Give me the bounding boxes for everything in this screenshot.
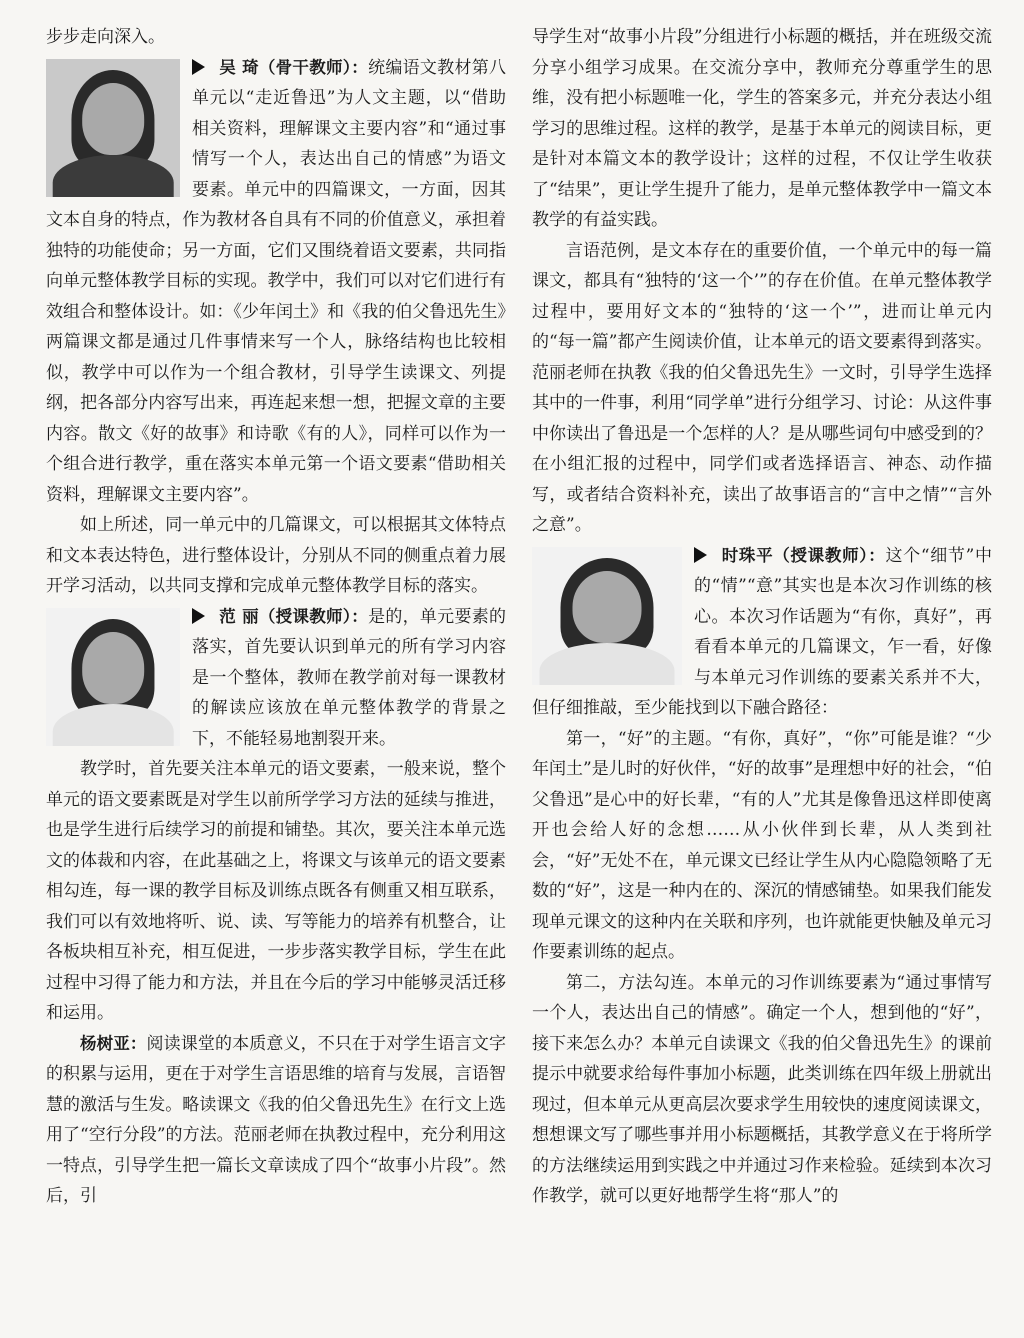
language-example-paragraph: 言语范例，是文本存在的重要价值，一个单元中的每一篇课文，都具有“独特的‘这一个’”的存在价值。在单元整体教学过程中，要用好文本的“独特的‘这一个’”，进而让单元内的“每一篇”都产生阅读价值，让本单元的语文要素得到落实。范丽老师在执教《我的伯父鲁迅先生》一文时，引导学生选择其中的一件事，利用“同学单”进行分组学习、讨论：从这件事中你读出了鲁迅是一个怎样的人？是从哪些词句中感受到的？在小组汇报的过程中，同学们或者选择语言、神态、动作描写，或者结合资料补充，读出了故事语言的“言中之情”“言外之意”。	[532, 240, 992, 535]
shoulders-shape	[53, 704, 174, 745]
wu-qi-text: 统编语文教材第八单元以“走近鲁迅”为人文主题，以“借助相关资料，理解课文主要内容”和“通过事情写一个人，表达出自己的情感”为语文要素。单元中的四篇课文，一方面，因其文本自身的特点，作为教材各自具有不同的价值意义，承担着独特的功能使命；另一方面，它们又围绕着语文要素，共同指向单元整体教学目标的实现。教学中，我们可以对它们进行有效组合和整体设计。如：《少年闰土》和《我的伯父鲁迅先生》两篇课文都是通过几件事情来写一个人，脉络结构也比较相似，教学中可以作为一个组合教材，引导学生读课文、列提纲，把各部分内容写出来，再连起来想一想，把握文章的主要内容。散文《好的故事》和诗歌《有的人》，同样可以作为一个组合进行教学，重在落实本单元第一个语文要素“借助相关资料，理解课文主要内容”。	[46, 57, 506, 505]
shoulders-shape	[540, 643, 675, 684]
shi-zhuping-para-2: 第一，“好”的主题。“有你，真好”，“你”可能是谁？“少年闰土”是儿时的好伙伴，“好的故事”是理想中好的社会，“伯父鲁迅”是心中的好长辈，“有的人”尤其是像鲁迅这样即使离开也会给人好的念想……从小伙伴到长辈，从人类到社会，“好”无处不在，单元课文已经让学生从内心隐隐领略了无数的“好”，这是一种内在的、深沉的情感铺垫。如果我们能发现单元课文的这种内在关联和序列，也许就能更快触及单元习作要素训练的起点。	[532, 728, 992, 962]
arrow-icon	[192, 59, 205, 75]
face-shape	[82, 83, 144, 155]
speaker-wu-qi: 吴 琦（骨干教师）：	[219, 57, 369, 77]
fan-li-para-2: 教学时，首先要关注本单元的语文要素，一般来说，整个单元的语文要素既是对学生以前所学学习方法的延续与推进，也是学生进行后续学习的前提和铺垫。其次，要关注本单元选文的体裁和内容，在此基础之上，将课文与该单元的语文要素相勾连，每一课的教学目标及训练点既各有侧重又相互联系，我们可以有效地将听、说、读、写等能力的培养有机整合，让各板块相互补充，相互促进，一步步落实教学目标，学生在此过程中习得了能力和方法，并且在今后的学习中能够灵活迁移和运用。	[46, 759, 506, 1023]
right-column	[532, 22, 992, 1212]
fan-li-photo	[46, 608, 180, 746]
arrow-icon	[694, 547, 707, 563]
yang-shuya-text: 阅读课堂的本质意义，不只在于对学生语言文字的积累与运用，更在于对学生言语思维的培育与发展，言语智慧的激活与生发。略读课文《我的伯父鲁迅先生》在行文上选用了“空行分段”的方法。范丽老师在执教过程中，充分利用这一特点，引导学生把一篇长文章读成了四个“故事小片段”。然后，引	[46, 1033, 506, 1206]
shi-zhuping-photo	[532, 547, 682, 685]
interview-shi-zhuping	[532, 541, 992, 1212]
shi-zhuping-text: 这个“细节”中的“情”“意”其实也是本次习作训练的核心。本次习作话题为“有你，真好”，再看看本单元的几篇课文，乍一看，好像与本单元习作训练的要素关系并不大，但仔细推敲，至少能找到以下融合路径：	[532, 545, 992, 718]
face-shape	[82, 632, 144, 704]
lead-paragraph: 步步走向深入。	[46, 27, 165, 47]
shoulders-shape	[53, 155, 174, 196]
arrow-icon	[192, 608, 205, 624]
fan-li-text: 是的，单元要素的落实，首先要认识到单元的所有学习内容是一个整体，教师在教学前对每一课教材的解读应该放在单元整体教学的背景之下，不能轻易地割裂开来。	[192, 606, 506, 749]
left-column	[46, 22, 506, 1212]
speaker-fan-li: 范 丽（授课教师）：	[219, 606, 369, 626]
shi-zhuping-para-3: 第二，方法勾连。本单元的习作训练要素为“通过事情写一个人，表达出自己的情感”。确定一个人，想到他的“好”，接下来怎么办？本单元自读课文《我的伯父鲁迅先生》的课前提示中就要求给每件事加小标题，此类训练在四年级上册就出现过，但本单元从更高层次要求学生用较快的速度阅读课文，想想课文写了哪些事并用小标题概括，其教学意义在于将所学的方法继续运用到实践之中并通过习作来检验。延续到本次习作教学，就可以更好地帮学生将“那人”的	[532, 972, 992, 1206]
speaker-shi-zhuping: 时珠平（授课教师）：	[721, 545, 886, 565]
speaker-yang-shuya: 杨树亚：	[80, 1033, 147, 1053]
face-shape	[573, 571, 642, 643]
wu-qi-para-2: 如上所述，同一单元中的几篇课文，可以根据其文体特点和文本表达特色，进行整体设计，分别从不同的侧重点着力展开学习活动，以共同支撑和完成单元整体教学目标的落实。	[46, 515, 506, 596]
interview-fan-li	[46, 602, 506, 1029]
interview-wu-qi	[46, 53, 506, 602]
wu-qi-photo	[46, 59, 180, 197]
yang-shuya-para	[46, 1029, 506, 1212]
continued-paragraph: 导学生对“故事小片段”分组进行小标题的概括，并在班级交流分享小组学习成果。在交流分享中，教师充分尊重学生的思维，没有把小标题唯一化，学生的答案多元，并充分表达小组学习的思维过程。这样的教学，是基于本单元的阅读目标，更是针对本篇文本的教学设计；这样的过程，不仅让学生收获了“结果”，更让学生提升了能力，是单元整体教学中一篇文本教学的有益实践。	[532, 27, 992, 230]
